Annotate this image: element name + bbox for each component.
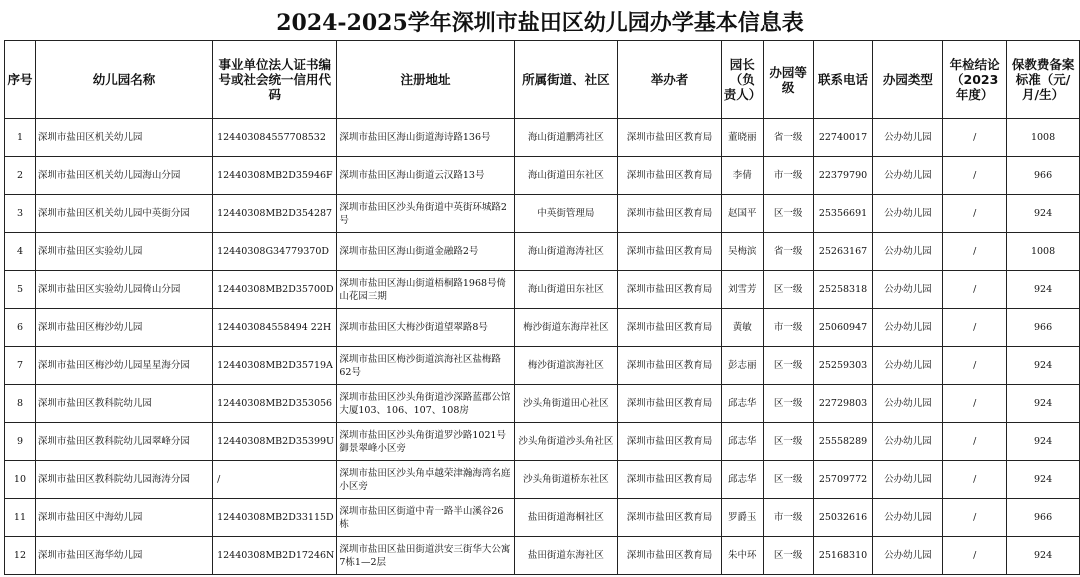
cell-code: 124403084557708532	[213, 119, 337, 157]
cell-organizer: 深圳市盐田区教育局	[618, 233, 722, 271]
cell-type: 公办幼儿园	[873, 271, 943, 309]
cell-fee: 1008	[1007, 119, 1080, 157]
cell-inspection: /	[943, 423, 1007, 461]
cell-level: 市一级	[763, 499, 813, 537]
cell-organizer: 深圳市盐田区教育局	[618, 461, 722, 499]
cell-index: 4	[5, 233, 36, 271]
cell-level: 区一级	[763, 423, 813, 461]
table-row	[5, 119, 1080, 157]
table-row	[5, 233, 1080, 271]
cell-inspection: /	[943, 537, 1007, 575]
cell-level: 省一级	[763, 233, 813, 271]
col-header-principal: 园长（负责人）	[721, 41, 763, 119]
cell-principal: 邱志华	[721, 461, 763, 499]
cell-district: 盐田街道海桐社区	[514, 499, 618, 537]
table-row	[5, 385, 1080, 423]
cell-principal: 朱中环	[721, 537, 763, 575]
cell-name: 深圳市盐田区中海幼儿园	[35, 499, 212, 537]
table-row	[5, 423, 1080, 461]
cell-phone: 25356691	[813, 195, 873, 233]
cell-organizer: 深圳市盐田区教育局	[618, 309, 722, 347]
cell-principal: 邱志华	[721, 423, 763, 461]
col-header-phone: 联系电话	[813, 41, 873, 119]
cell-level: 区一级	[763, 537, 813, 575]
cell-name: 深圳市盐田区实验幼儿园倚山分园	[35, 271, 212, 309]
cell-inspection: /	[943, 271, 1007, 309]
cell-fee: 966	[1007, 157, 1080, 195]
cell-address: 深圳市盐田区沙头角卓越荣津瀚海湾名庭小区旁	[337, 461, 514, 499]
cell-inspection: /	[943, 233, 1007, 271]
col-header-address: 注册地址	[337, 41, 514, 119]
cell-type: 公办幼儿园	[873, 309, 943, 347]
cell-index: 7	[5, 347, 36, 385]
cell-address: 深圳市盐田区沙头角街道中英街环城路2号	[337, 195, 514, 233]
cell-inspection: /	[943, 347, 1007, 385]
cell-type: 公办幼儿园	[873, 195, 943, 233]
cell-phone: 25709772	[813, 461, 873, 499]
cell-type: 公办幼儿园	[873, 385, 943, 423]
cell-inspection: /	[943, 195, 1007, 233]
table-row	[5, 271, 1080, 309]
cell-phone: 25259303	[813, 347, 873, 385]
table-row	[5, 461, 1080, 499]
cell-level: 区一级	[763, 385, 813, 423]
col-header-index: 序号	[5, 41, 36, 119]
cell-principal: 吴梅滨	[721, 233, 763, 271]
col-header-level: 办园等级	[763, 41, 813, 119]
cell-address: 深圳市盐田区海山街道梧桐路1968号倚山花园三期	[337, 271, 514, 309]
cell-phone: 25060947	[813, 309, 873, 347]
cell-address: 深圳市盐田区盐田街道洪安三街华大公寓7栋1—2层	[337, 537, 514, 575]
cell-name: 深圳市盐田区机关幼儿园海山分园	[35, 157, 212, 195]
cell-index: 11	[5, 499, 36, 537]
cell-inspection: /	[943, 309, 1007, 347]
cell-principal: 刘雪芳	[721, 271, 763, 309]
cell-index: 6	[5, 309, 36, 347]
cell-phone: 22740017	[813, 119, 873, 157]
cell-type: 公办幼儿园	[873, 347, 943, 385]
document-title: 2024-2025学年深圳市盐田区幼儿园办学基本信息表	[276, 10, 804, 36]
cell-address: 深圳市盐田区梅沙街道滨海社区盐梅路62号	[337, 347, 514, 385]
cell-name: 深圳市盐田区梅沙幼儿园	[35, 309, 212, 347]
cell-code: 12440308MB2D35399U	[213, 423, 337, 461]
cell-code: /	[213, 461, 337, 499]
cell-name: 深圳市盐田区梅沙幼儿园星星海分园	[35, 347, 212, 385]
cell-level: 区一级	[763, 195, 813, 233]
table-row	[5, 309, 1080, 347]
col-header-type: 办园类型	[873, 41, 943, 119]
cell-phone: 25258318	[813, 271, 873, 309]
cell-district: 海山街道鹏湾社区	[514, 119, 618, 157]
cell-code: 12440308MB2D17246N	[213, 537, 337, 575]
cell-name: 深圳市盐田区教科院幼儿园海涛分园	[35, 461, 212, 499]
table-row	[5, 499, 1080, 537]
cell-district: 梅沙街道东海岸社区	[514, 309, 618, 347]
cell-name: 深圳市盐田区机关幼儿园中英街分园	[35, 195, 212, 233]
cell-level: 市一级	[763, 309, 813, 347]
cell-district: 海山街道田东社区	[514, 271, 618, 309]
cell-type: 公办幼儿园	[873, 423, 943, 461]
cell-phone: 25558289	[813, 423, 873, 461]
col-header-district: 所属街道、社区	[514, 41, 618, 119]
table-header-row	[5, 41, 1080, 119]
cell-index: 12	[5, 537, 36, 575]
cell-organizer: 深圳市盐田区教育局	[618, 423, 722, 461]
cell-phone: 25032616	[813, 499, 873, 537]
cell-address: 深圳市盐田区海山街道海诗路136号	[337, 119, 514, 157]
cell-name: 深圳市盐田区教科院幼儿园翠峰分园	[35, 423, 212, 461]
cell-code: 12440308MB2D354287	[213, 195, 337, 233]
col-header-fee: 保教费备案标准（元/月/生）	[1007, 41, 1080, 119]
cell-district: 盐田街道东海社区	[514, 537, 618, 575]
cell-address: 深圳市盐田区海山街道金融路2号	[337, 233, 514, 271]
cell-principal: 邱志华	[721, 385, 763, 423]
cell-organizer: 深圳市盐田区教育局	[618, 347, 722, 385]
cell-organizer: 深圳市盐田区教育局	[618, 271, 722, 309]
cell-name: 深圳市盐田区海华幼儿园	[35, 537, 212, 575]
cell-type: 公办幼儿园	[873, 499, 943, 537]
col-header-code: 事业单位法人证书编号或社会统一信用代码	[213, 41, 337, 119]
cell-principal: 黄敏	[721, 309, 763, 347]
cell-code: 12440308MB2D35719A	[213, 347, 337, 385]
cell-district: 海山街道海涛社区	[514, 233, 618, 271]
table-row	[5, 195, 1080, 233]
cell-principal: 李倩	[721, 157, 763, 195]
cell-name: 深圳市盐田区教科院幼儿园	[35, 385, 212, 423]
cell-code: 12440308MB2D35700D	[213, 271, 337, 309]
cell-organizer: 深圳市盐田区教育局	[618, 195, 722, 233]
cell-address: 深圳市盐田区街道中青一路半山溪谷26栋	[337, 499, 514, 537]
cell-code: 12440308G34779370D	[213, 233, 337, 271]
cell-organizer: 深圳市盐田区教育局	[618, 119, 722, 157]
cell-phone: 22379790	[813, 157, 873, 195]
cell-phone: 25263167	[813, 233, 873, 271]
cell-index: 3	[5, 195, 36, 233]
cell-index: 2	[5, 157, 36, 195]
cell-phone: 22729803	[813, 385, 873, 423]
cell-district: 海山街道田东社区	[514, 157, 618, 195]
cell-district: 沙头角街道田心社区	[514, 385, 618, 423]
table-row	[5, 157, 1080, 195]
col-header-inspection: 年检结论（2023年度）	[943, 41, 1007, 119]
cell-district: 沙头角街道沙头角社区	[514, 423, 618, 461]
cell-district: 中英街管理局	[514, 195, 618, 233]
cell-type: 公办幼儿园	[873, 157, 943, 195]
cell-address: 深圳市盐田区沙头角街道罗沙路1021号御景翠峰小区旁	[337, 423, 514, 461]
cell-index: 5	[5, 271, 36, 309]
cell-fee: 924	[1007, 195, 1080, 233]
cell-level: 区一级	[763, 271, 813, 309]
cell-level: 市一级	[763, 157, 813, 195]
cell-organizer: 深圳市盐田区教育局	[618, 385, 722, 423]
cell-fee: 924	[1007, 347, 1080, 385]
cell-code: 12440308MB2D35946F	[213, 157, 337, 195]
cell-district: 梅沙街道滨海社区	[514, 347, 618, 385]
cell-fee: 924	[1007, 271, 1080, 309]
cell-fee: 966	[1007, 499, 1080, 537]
table-body	[5, 119, 1080, 575]
cell-name: 深圳市盐田区实验幼儿园	[35, 233, 212, 271]
cell-type: 公办幼儿园	[873, 461, 943, 499]
cell-inspection: /	[943, 157, 1007, 195]
cell-address: 深圳市盐田区沙头角街道沙深路蓝郡公馆大厦103、106、107、108房	[337, 385, 514, 423]
cell-index: 8	[5, 385, 36, 423]
col-header-organizer: 举办者	[618, 41, 722, 119]
cell-index: 1	[5, 119, 36, 157]
cell-level: 区一级	[763, 347, 813, 385]
cell-type: 公办幼儿园	[873, 119, 943, 157]
cell-principal: 彭志丽	[721, 347, 763, 385]
cell-fee: 1008	[1007, 233, 1080, 271]
cell-fee: 924	[1007, 385, 1080, 423]
cell-principal: 罗爵玉	[721, 499, 763, 537]
cell-level: 省一级	[763, 119, 813, 157]
cell-level: 区一级	[763, 461, 813, 499]
cell-fee: 966	[1007, 309, 1080, 347]
cell-organizer: 深圳市盐田区教育局	[618, 537, 722, 575]
cell-organizer: 深圳市盐田区教育局	[618, 499, 722, 537]
cell-fee: 924	[1007, 461, 1080, 499]
col-header-name: 幼儿园名称	[35, 41, 212, 119]
cell-phone: 25168310	[813, 537, 873, 575]
cell-inspection: /	[943, 499, 1007, 537]
cell-district: 沙头角街道桥东社区	[514, 461, 618, 499]
cell-name: 深圳市盐田区机关幼儿园	[35, 119, 212, 157]
cell-index: 9	[5, 423, 36, 461]
cell-principal: 赵国平	[721, 195, 763, 233]
cell-address: 深圳市盐田区海山街道云汉路13号	[337, 157, 514, 195]
kindergarten-info-table	[4, 40, 1080, 575]
cell-index: 10	[5, 461, 36, 499]
cell-fee: 924	[1007, 423, 1080, 461]
cell-principal: 董晓丽	[721, 119, 763, 157]
cell-inspection: /	[943, 461, 1007, 499]
cell-type: 公办幼儿园	[873, 537, 943, 575]
cell-code: 124403084558494 22H	[213, 309, 337, 347]
table-row	[5, 347, 1080, 385]
cell-organizer: 深圳市盐田区教育局	[618, 157, 722, 195]
cell-fee: 924	[1007, 537, 1080, 575]
table-row	[5, 537, 1080, 575]
cell-code: 12440308MB2D33115D	[213, 499, 337, 537]
cell-address: 深圳市盐田区大梅沙街道望翠路8号	[337, 309, 514, 347]
cell-code: 12440308MB2D353056	[213, 385, 337, 423]
cell-type: 公办幼儿园	[873, 233, 943, 271]
cell-inspection: /	[943, 119, 1007, 157]
cell-inspection: /	[943, 385, 1007, 423]
